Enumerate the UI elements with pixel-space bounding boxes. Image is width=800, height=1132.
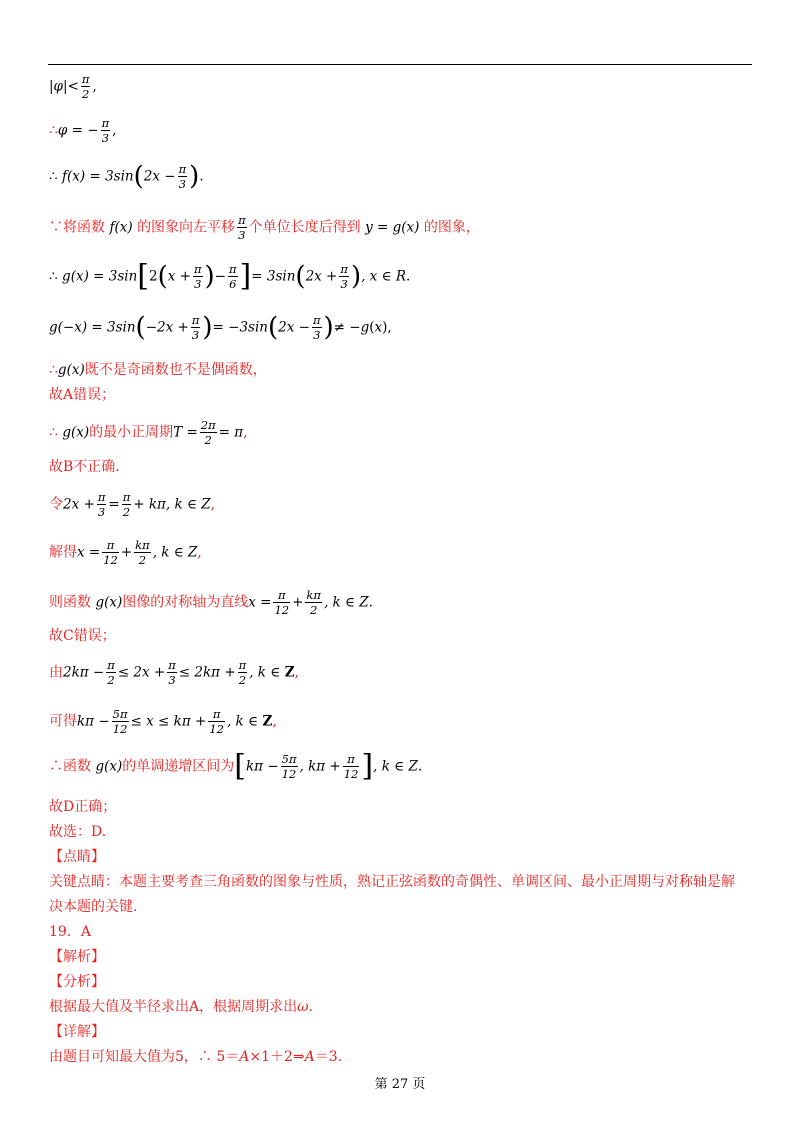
question-19-answer: 19．A: [49, 924, 91, 940]
f-expression: ∴ f(x) = 3sin(2x − $\frac{\pi}{3}$ ).: [49, 161, 204, 192]
shift-statement: ∵将函数 f(x) 的图象向左平移 $\frac{\pi}{3}$ 个单位长度后得到 y = g(x) 的图象，: [49, 213, 480, 242]
key-point-line2: 决本题的关键.: [49, 899, 138, 915]
g-neg-expression: g(−x) = 3sin(−2x + $\frac{\pi}{3}$ )= −3sin(2x − $\frac{\pi}{3}$ )≠ −g(x),: [49, 312, 392, 343]
header-rule: [48, 64, 752, 65]
option-b-result: 故B不正确.: [49, 459, 120, 475]
period-statement: ∴ g(x)的最小正周期T = $\frac{2\pi}{2}$ = π,: [49, 418, 248, 447]
page-number: 第 27 页: [374, 1077, 426, 1092]
detail-text: 由题目可知最大值为5，∴ 5＝A×1＋2⇒A＝3.: [49, 1049, 343, 1065]
section-comment: 【点睛】: [49, 849, 105, 865]
increasing-interval: ∴函数 g(x)的单调递增区间为[kπ − $\frac{5\pi}{12}$ , kπ + $\frac{\pi}{12}$ ], k ∈ Z.: [49, 748, 423, 784]
symmetry-axis: 则函数 g(x)图像的对称轴为直线x = $\frac{\pi}{12}$ + $\frac{k\pi}{2}$ , k ∈ Z.: [49, 588, 373, 617]
phi-value: ∴φ = − $\frac{\pi}{3}$ ,: [49, 116, 117, 145]
key-point-line1: 关键点睛：本题主要考查三角函数的图象与性质，熟记正弦函数的奇偶性、单调区间、最小正周期与对称轴是解: [49, 874, 735, 890]
option-a-result: 故A错误；: [49, 387, 116, 403]
section-analysis: 【解析】: [49, 949, 105, 965]
answer-choice: 故选：D.: [49, 824, 107, 840]
phi-condition: |φ|< $\frac{\pi}{2}$ ,: [49, 72, 97, 101]
parity-conclusion: ∴g(x)既不是奇函数也不是偶函数，: [49, 362, 267, 378]
g-expression: ∴ g(x) = 3sin[2(x + $\frac{\pi}{3}$ )− $\frac{\pi}{6}$ ]= 3sin(2x + $\frac{\pi}{3}$ ), x ∈ R.: [49, 258, 411, 294]
section-detail: 【详解】: [49, 1024, 105, 1040]
axis-solution: 解得x = $\frac{\pi}{12}$ + $\frac{k\pi}{2}$ , k ∈ Z,: [49, 538, 202, 567]
increasing-solution: 可得kπ − $\frac{5\pi}{12}$ ≤ x ≤ kπ + $\frac{\pi}{12}$ , k ∈ Z,: [49, 707, 277, 736]
option-c-result: 故C错误；: [49, 628, 116, 644]
axis-equation: 令2x + $\frac{\pi}{3}$ = $\frac{\pi}{2}$ + kπ, k ∈ Z,: [49, 490, 216, 519]
section-breakdown: 【分析】: [49, 974, 105, 990]
increasing-inequality: 由2kπ − $\frac{\pi}{2}$ ≤ 2x + $\frac{\pi}{3}$ ≤ 2kπ + $\frac{\pi}{2}$ , k ∈ Z,: [49, 658, 300, 687]
analysis-text: 根据最大值及半径求出A，根据周期求出ω.: [49, 999, 313, 1015]
option-d-result: 故D正确；: [49, 799, 117, 815]
